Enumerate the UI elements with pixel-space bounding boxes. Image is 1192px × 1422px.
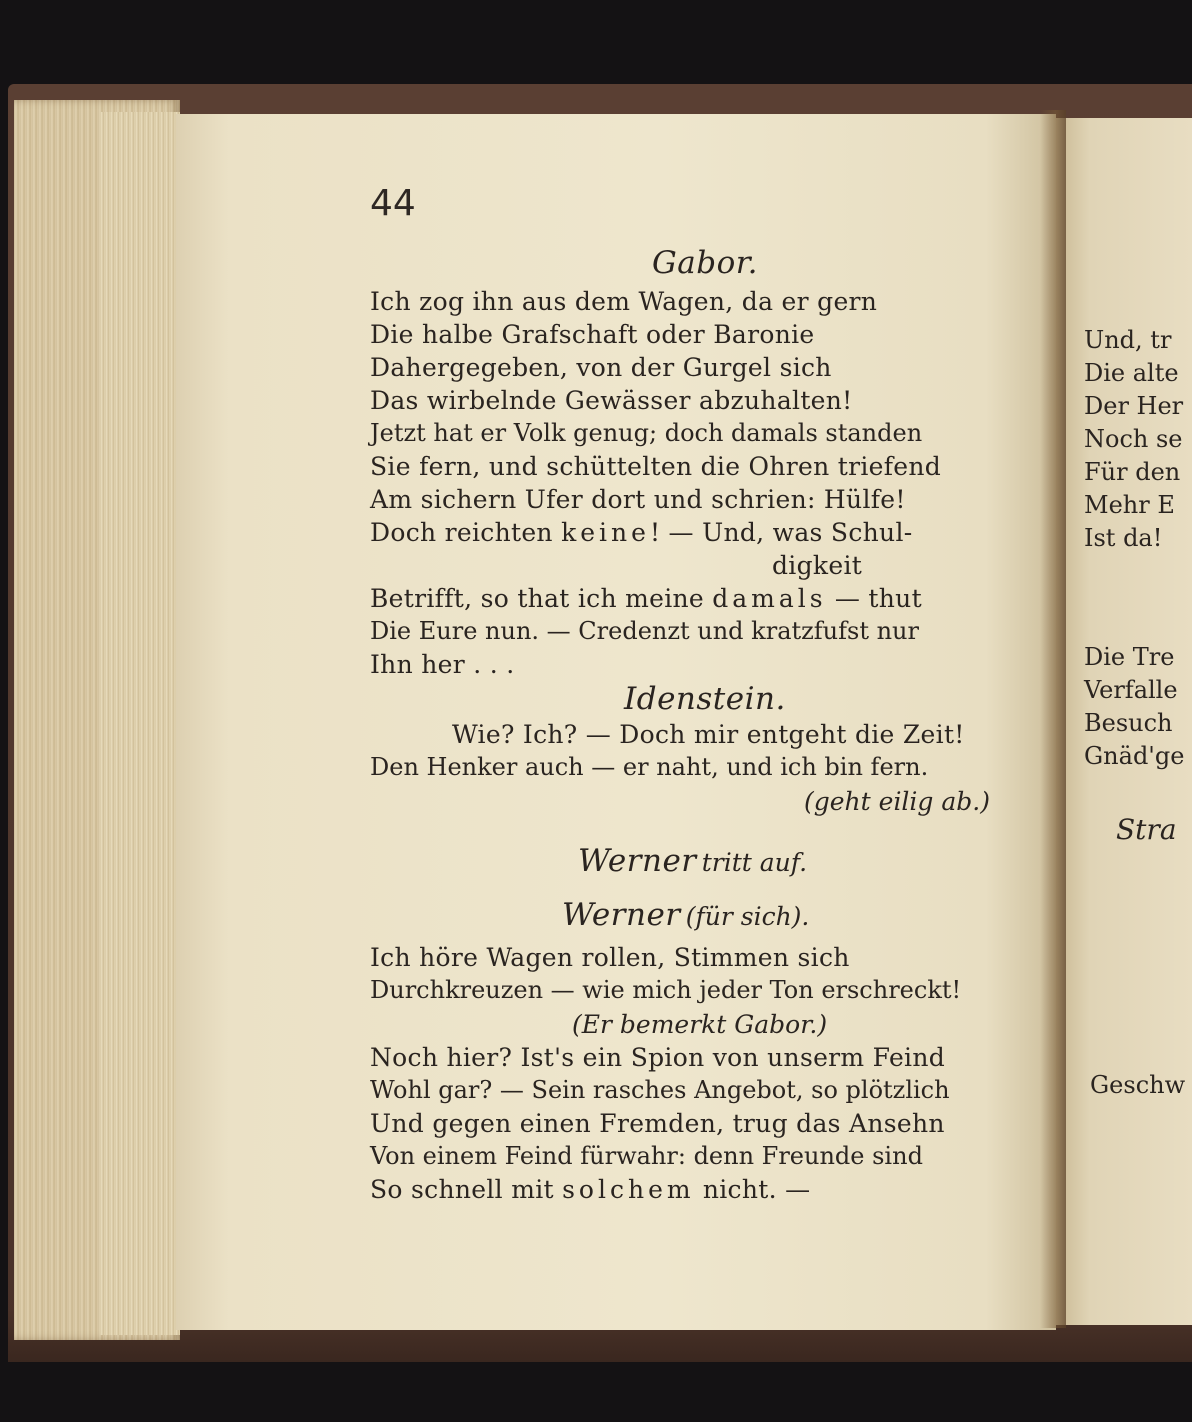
page-edges-inner	[100, 112, 180, 1335]
speaker-werner: Werner	[562, 897, 681, 933]
speaker-werner: Werner	[578, 843, 697, 879]
verse-line: Sie fern, und schüttelten die Ohren triefend	[370, 452, 942, 481]
right-page-line: Besuch	[1084, 709, 1173, 737]
verse-fragment: So schnell mit	[370, 1175, 554, 1204]
stage-heading	[578, 843, 808, 879]
book-gutter	[1040, 110, 1066, 1328]
verse-line: Den Henker auch — er naht, und ich bin fern.	[370, 753, 929, 781]
right-page-line: Noch se	[1084, 425, 1183, 453]
verse-line: Noch hier? Ist's ein Spion von unserm Feind	[370, 1043, 946, 1072]
verse-line: Jetzt hat er Volk genug; doch damals standen	[370, 419, 923, 447]
verse-line: Die Eure nun. — Credenzt und kratzfufst nur	[370, 617, 919, 645]
verse-spaced-word: keine	[561, 518, 650, 547]
verse-line: Ich zog ihn aus dem Wagen, da er gern	[370, 287, 878, 316]
stage-direction: tritt auf.	[701, 848, 808, 877]
right-page-line: Geschw	[1090, 1071, 1186, 1099]
verse-line: Das wirbelnde Gewässer abzuhalten!	[370, 386, 853, 415]
verse-fragment: ! — Und, was Schul-	[649, 518, 913, 547]
verse-line: Durchkreuzen — wie mich jeder Ton erschreckt!	[370, 976, 962, 1004]
right-page-line: Verfalle	[1084, 676, 1178, 704]
verse-line	[370, 1177, 810, 1202]
right-page-line: Für den	[1084, 458, 1181, 486]
stage-direction: (geht eilig ab.)	[804, 787, 990, 816]
verse-spaced-word: solchem	[562, 1175, 695, 1204]
verse-fragment: — thut	[834, 584, 922, 613]
verse-fragment: nicht. —	[702, 1175, 811, 1204]
verse-line: Von einem Feind fürwahr: denn Freunde sind	[370, 1142, 923, 1170]
speaker-gabor: Gabor.	[652, 245, 759, 281]
verse-line: Die halbe Grafschaft oder Baronie	[370, 320, 815, 349]
verse-line	[370, 586, 922, 611]
right-page-line: Die Tre	[1084, 643, 1175, 671]
verse-spaced-word: damals	[712, 584, 827, 613]
right-page-line: Die alte	[1084, 359, 1179, 387]
right-page-heading: Stra	[1116, 813, 1177, 846]
verse-line: Ihn her . . .	[370, 650, 515, 679]
right-page-line: Ist da!	[1084, 524, 1163, 552]
verse-line: digkeit	[772, 551, 863, 580]
verse-fragment: Betrifft, so that ich meine	[370, 584, 705, 613]
page-number: 44	[370, 183, 416, 224]
verse-fragment: Doch reichten	[370, 518, 553, 547]
right-page-line: Gnäd'ge	[1084, 742, 1185, 770]
verse-line: Wie? Ich? — Doch mir entgeht die Zeit!	[452, 720, 965, 749]
right-page-line: Der Her	[1084, 392, 1184, 420]
verse-line: Am sichern Ufer dort und schrien: Hülfe!	[370, 485, 906, 514]
right-page-line: Mehr E	[1084, 491, 1175, 519]
verse-line: Wohl gar? — Sein rasches Angebot, so plötzlich	[370, 1076, 950, 1104]
stage-direction: (Er bemerkt Gabor.)	[572, 1010, 828, 1039]
verse-line: Dahergegeben, von der Gurgel sich	[370, 353, 832, 382]
speaker-idenstein: Idenstein.	[624, 681, 786, 717]
right-page-line: Und, tr	[1084, 326, 1172, 354]
verse-line: Ich höre Wagen rollen, Stimmen sich	[370, 943, 850, 972]
stage-direction: (für sich).	[685, 902, 810, 931]
speaker-heading	[562, 897, 810, 933]
verse-line	[370, 520, 913, 545]
verse-line: Und gegen einen Fremden, trug das Ansehn	[370, 1109, 945, 1138]
